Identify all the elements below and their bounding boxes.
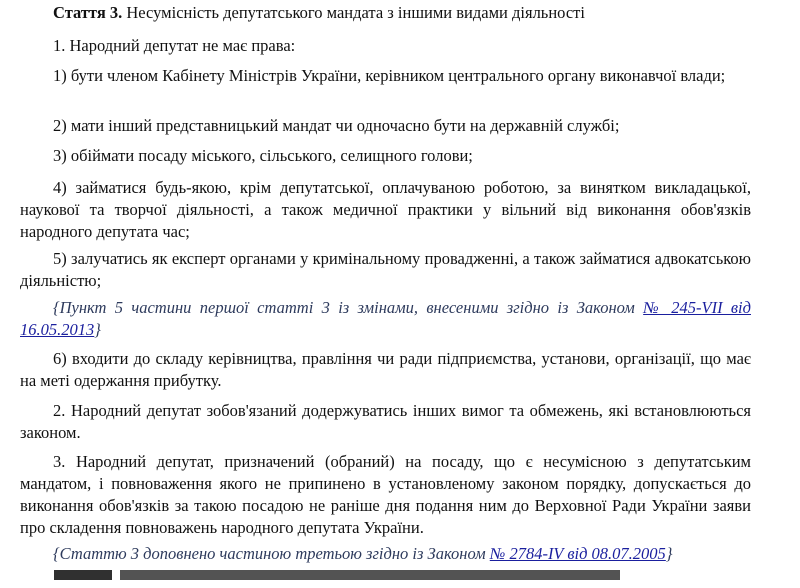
note-brace-close: } — [665, 544, 673, 563]
article-title: Несумісність депутатського мандата з іншими видами діяльності — [122, 3, 585, 22]
note-text: Статтю 3 доповнено частиною третьою згідно із Законом — [59, 544, 490, 563]
law-link-245-vii[interactable]: № 245-VII від 16.05.2013 — [20, 298, 751, 339]
paragraph-item-4: 4) займатися будь-якою, крім депутатської, оплачуваною роботою, за винятком викладацької, наукової та творчої діяльності, а також медичної практики у вільний від виконання обов'язків народного депутата час; — [20, 178, 751, 241]
article-heading — [20, 2, 751, 24]
paragraph-item-3: 3) обіймати посаду міського, сільського, селищного голови; — [53, 146, 473, 165]
article-number: Стаття 3. — [53, 3, 123, 22]
note-brace-open: { — [53, 544, 60, 563]
cropped-text-fragment — [54, 570, 112, 580]
amendment-note-2 — [20, 543, 751, 565]
law-link-2784-iv[interactable]: № 2784-IV від 08.07.2005 — [489, 544, 666, 563]
note-text: Пункт 5 частини першої статті 3 із змінами, внесеними згідно із Законом — [59, 298, 644, 317]
note-brace-open: { — [53, 298, 60, 317]
paragraph-item-2: 2) мати інший представницький мандат чи одночасно бути на державній службі; — [53, 116, 620, 135]
cropped-next-line — [20, 566, 751, 588]
paragraph-item-5: 5) залучатись як експерт органами у кримінальному провадженні, а також займатися адвокатською діяльністю; — [20, 249, 751, 290]
paragraph-item-1: 1) бути членом Кабінету Міністрів України, керівником центрального органу виконавчої влади; — [53, 66, 726, 85]
paragraph-1: 1. Народний депутат не має права: — [53, 36, 296, 55]
cropped-text-fragment — [120, 570, 620, 580]
paragraph-2: 2. Народний депутат зобов'язаний додержуватись інших вимог та обмежень, які встановлюються законом. — [20, 401, 751, 442]
paragraph-item-6: 6) входити до складу керівництва, правління чи ради підприємства, установи, організації, що має на меті одержання прибутку. — [20, 349, 751, 390]
paragraph-3: 3. Народний депутат, призначений (обраний) на посаду, що є несумісною з депутатським мандатом, і повноваження якого не припинено в установленому законом порядку, допускається до виконання обов'язків за такою посадою не раніше дня подання ним до Верховної Ради України заяви про складення повноважень народного депутата України. — [20, 452, 751, 537]
note-brace-close: } — [94, 320, 101, 339]
amendment-note-1 — [20, 297, 751, 341]
